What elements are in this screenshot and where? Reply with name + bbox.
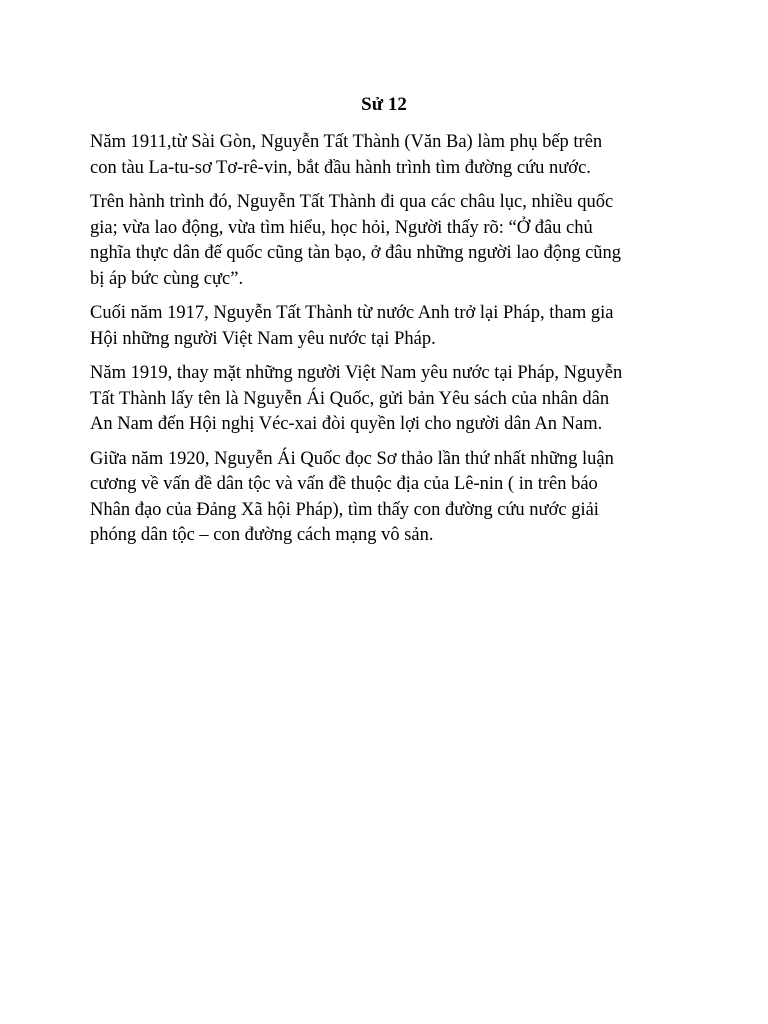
paragraph-4: [90, 361, 678, 438]
paragraph-line: Trên hành trình đó, Nguyễn Tất Thành đi qua các châu lục, nhiều quốc: [90, 192, 614, 212]
paragraph-5: [90, 447, 678, 549]
paragraph-line: Tất Thành lấy tên là Nguyễn Ái Quốc, gửi bản Yêu sách của nhân dân: [90, 388, 610, 409]
document-body: [90, 130, 678, 558]
paragraph-line: Giữa năm 1920, Nguyễn Ái Quốc đọc Sơ thảo lần thứ nhất những luận: [90, 448, 614, 469]
paragraph-line: An Nam đến Hội nghị Véc-xai đòi quyền lợi cho người dân An Nam.: [90, 414, 603, 434]
paragraph-line: Hội những người Việt Nam yêu nước tại Pháp.: [90, 328, 436, 349]
paragraph-1: [90, 130, 678, 181]
document-title: Sử 12: [361, 94, 407, 115]
paragraph-line: nghĩa thực dân đế quốc cũng tàn bạo, ở đâu những người lao động cũng: [90, 243, 622, 263]
paragraph-line: phóng dân tộc – con đường cách mạng vô sản.: [90, 525, 434, 545]
paragraph-line: gia; vừa lao động, vừa tìm hiểu, học hỏi, Người thấy rõ: “Ở đâu chủ: [90, 217, 593, 238]
paragraph-line: bị áp bức cùng cực”.: [90, 268, 244, 289]
paragraph-line: Năm 1919, thay mặt những người Việt Nam yêu nước tại Pháp, Nguyễn: [90, 363, 623, 383]
paragraph-3: [90, 301, 678, 352]
paragraph-line: con tàu La-tu-sơ Tơ-rê-vin, bắt đầu hành trình tìm đường cứu nước.: [90, 157, 591, 178]
paragraph-line: Nhân đạo của Đảng Xã hội Pháp), tìm thấy con đường cứu nước giải: [90, 499, 599, 520]
paragraph-2: [90, 190, 678, 292]
paragraph-line: cương về vấn đề dân tộc và vấn đề thuộc địa của Lê-nin ( in trên báo: [90, 474, 598, 494]
paragraph-line: Năm 1911,từ Sài Gòn, Nguyễn Tất Thành (Văn Ba) làm phụ bếp trên: [90, 132, 603, 152]
paragraph-line: Cuối năm 1917, Nguyễn Tất Thành từ nước Anh trở lại Pháp, tham gia: [90, 303, 614, 323]
